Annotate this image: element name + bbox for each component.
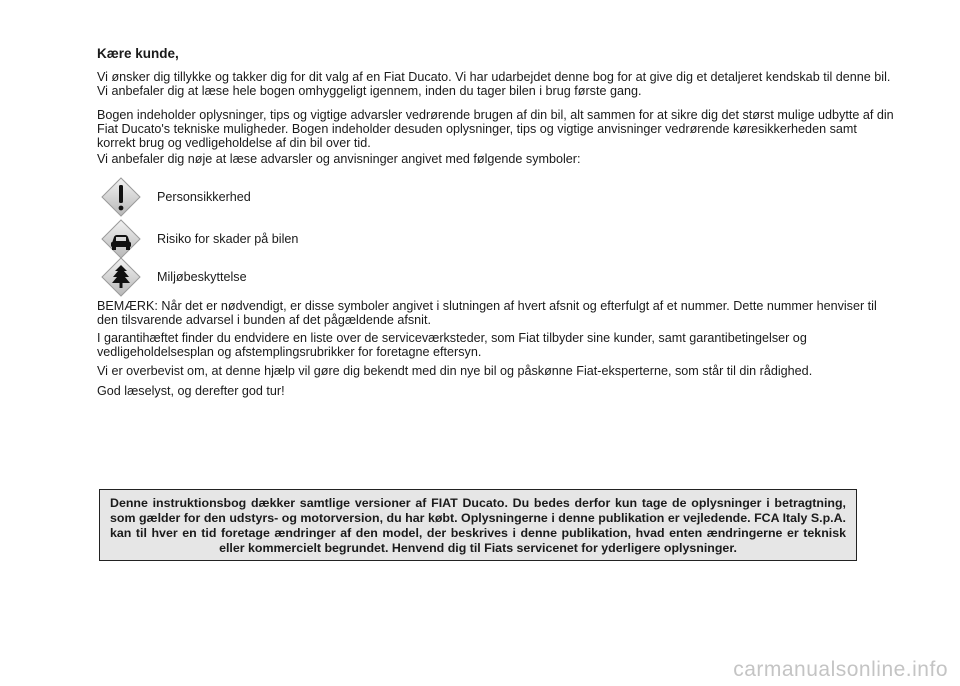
- symbols-intro-paragraph: Vi anbefaler dig nøje at læse advarsler og anvisninger angivet med følgende symboler:: [97, 152, 581, 166]
- symbol-row-personal-safety: [97, 179, 251, 215]
- watermark-text: carmanualsonline.info: [733, 658, 948, 681]
- closing-paragraph: God læselyst, og derefter god tur!: [97, 384, 285, 398]
- conviction-paragraph: Vi er overbevist om, at denne hjælp vil gøre dig bekendt med din nye bil og påskønne Fiat-eksperterne, som står til din rådighed.: [97, 364, 813, 378]
- exclamation-warning-icon: [101, 177, 141, 217]
- symbol-row-vehicle-damage: [97, 221, 299, 257]
- symbol-label: Personsikkerhed: [157, 190, 251, 204]
- greeting-heading: Kære kunde,: [97, 46, 179, 61]
- car-damage-warning-icon: [101, 219, 141, 259]
- environment-tree-icon: [101, 257, 141, 297]
- warranty-paragraph: I garantihæftet finder du endvidere en liste over de serviceværksteder, som Fiat tilbyder sine kunder, samt garantibetingelser og vedligeholdelsesplan og afstemplingsrubrikker for foretagne eftersyn.: [97, 331, 807, 359]
- symbol-label: Risiko for skader på bilen: [157, 232, 299, 246]
- symbol-row-environment: [97, 259, 247, 295]
- contents-paragraph: Bogen indeholder oplysninger, tips og vigtige advarsler vedrørende brugen af din bil, alt sammen for at sikre dig det størst mulige udbytte af din Fiat Ducato's tekniske muligheder. Bogen indeholder desuden oplysninger, tips og vigtige anvisninger vedrørende køresikkerheden samt korrekt brug og vedligeholdelse af din bil over tid.: [97, 108, 894, 150]
- intro-paragraph: Vi ønsker dig tillykke og takker dig for dit valg af en Fiat Ducato. Vi har udarbejdet denne bog for at give dig et detaljeret kendskab til denne bil. Vi anbefaler dig at læse hele bogen omhyggeligt igennem, inden du tager bilen i brug første gang.: [97, 70, 891, 98]
- symbol-label: Miljøbeskyttelse: [157, 270, 247, 284]
- notice-box: Denne instruktionsbog dækker samtlige versioner af FIAT Ducato. Du bedes derfor kun tage de oplysninger i betragtning, som gælder for den udstyrs- og motorversion, du har købt. Oplysningerne i denne publikation er vejledende. FCA Italy S.p.A. kan til hver en tid foretage ændringer af den model, der beskrives i denne publikation, hvad enten ændringerne er teknisk eller kommercielt begrundet. Henvend dig til Fiats servicenet for yderligere oplysninger.: [99, 489, 857, 561]
- note-paragraph: BEMÆRK: Når det er nødvendigt, er disse symboler angivet i slutningen af hvert afsnit og efterfulgt af et nummer. Dette nummer henviser til den tilsvarende advarsel i bunden af det pågældende afsnit.: [97, 299, 877, 327]
